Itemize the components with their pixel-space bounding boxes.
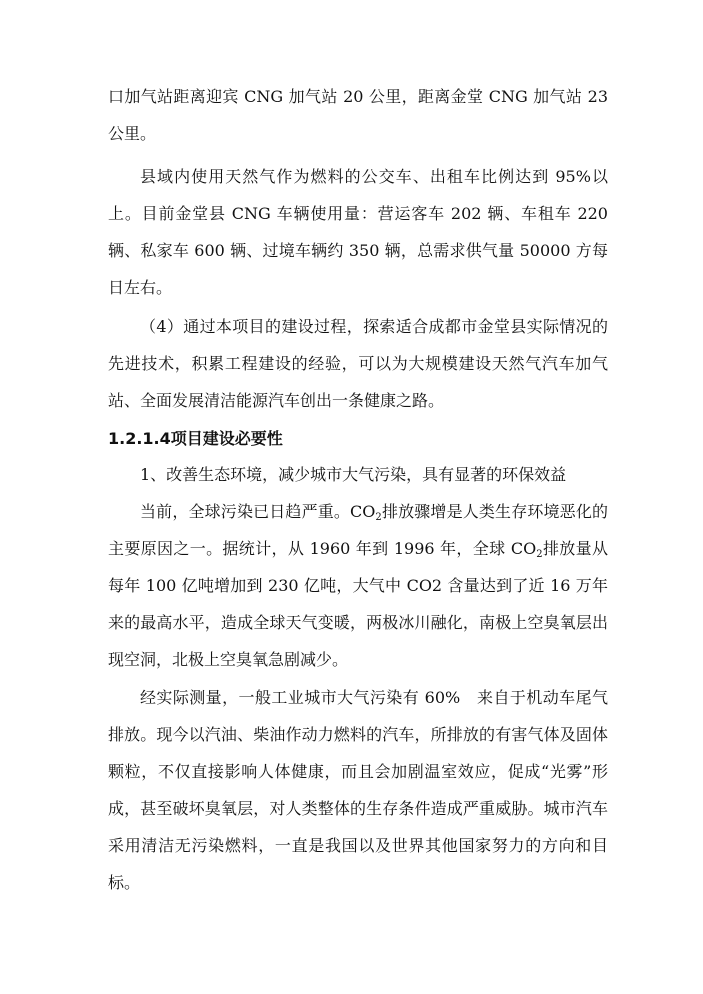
section-heading: 1.2.1.4项目建设必要性 <box>108 429 283 448</box>
paragraph-4-part-2: 排放骤增是人类生存环境恶化的主要原因之一。据统计，从 1960 年到 1996 年，全球 CO <box>108 502 608 558</box>
paragraph-5: 经实际测量，一般工业城市大气污染有 60% 来自于机动车尾气排放。现今以汽油、柴油作动力燃料的汽车，所排放的有害气体及固体颗粒，不仅直接影响人体健康，而且会加剧温室效应，促成“光雾”形成，甚至破坏臭氧层，对人类整体的生存条件造成严重威胁。城市汽车采用清洁无污染燃料，一直是我国以及世界其他国家努力的方向和目标。 <box>108 688 608 892</box>
list-item-1: 1、改善生态环境，减少城市大气污染，具有显著的环保效益 <box>140 465 567 484</box>
paragraph-2: 县域内使用天然气作为燃料的公交车、出租车比例达到 95%以上。目前金堂县 CNG 车辆使用量：营运客车 202 辆、车租车 220 辆、私家车 600 辆、过境车辆约 350 辆，总需求供气量 50000 方每日左右。 <box>108 167 608 297</box>
co2-subscript-2: 2 <box>536 549 543 560</box>
paragraph-4-part-1: 当前，全球污染已日趋严重。CO <box>140 502 376 521</box>
paragraph-3: （4）通过本项目的建设过程，探索适合成都市金堂县实际情况的先进技术，积累工程建设的经验，可以为大规模建设天然气汽车加气站、全面发展清洁能源汽车创出一条健康之路。 <box>108 317 608 410</box>
paragraph-4 <box>108 493 608 678</box>
paragraph-1: 口加气站距离迎宾 CNG 加气站 20 公里，距离金堂 CNG 加气站 23 公里。 <box>108 87 608 143</box>
co2-subscript-1: 2 <box>375 512 382 523</box>
paragraph-4-part-3: 排放量从每年 100 亿吨增加到 230 亿吨，大气中 CO2 含量达到了近 16 万年来的最高水平，造成全球天气变暖，两极冰川融化，南极上空臭氧层出现空洞，北极上空臭氧急剧减少。 <box>108 539 608 669</box>
